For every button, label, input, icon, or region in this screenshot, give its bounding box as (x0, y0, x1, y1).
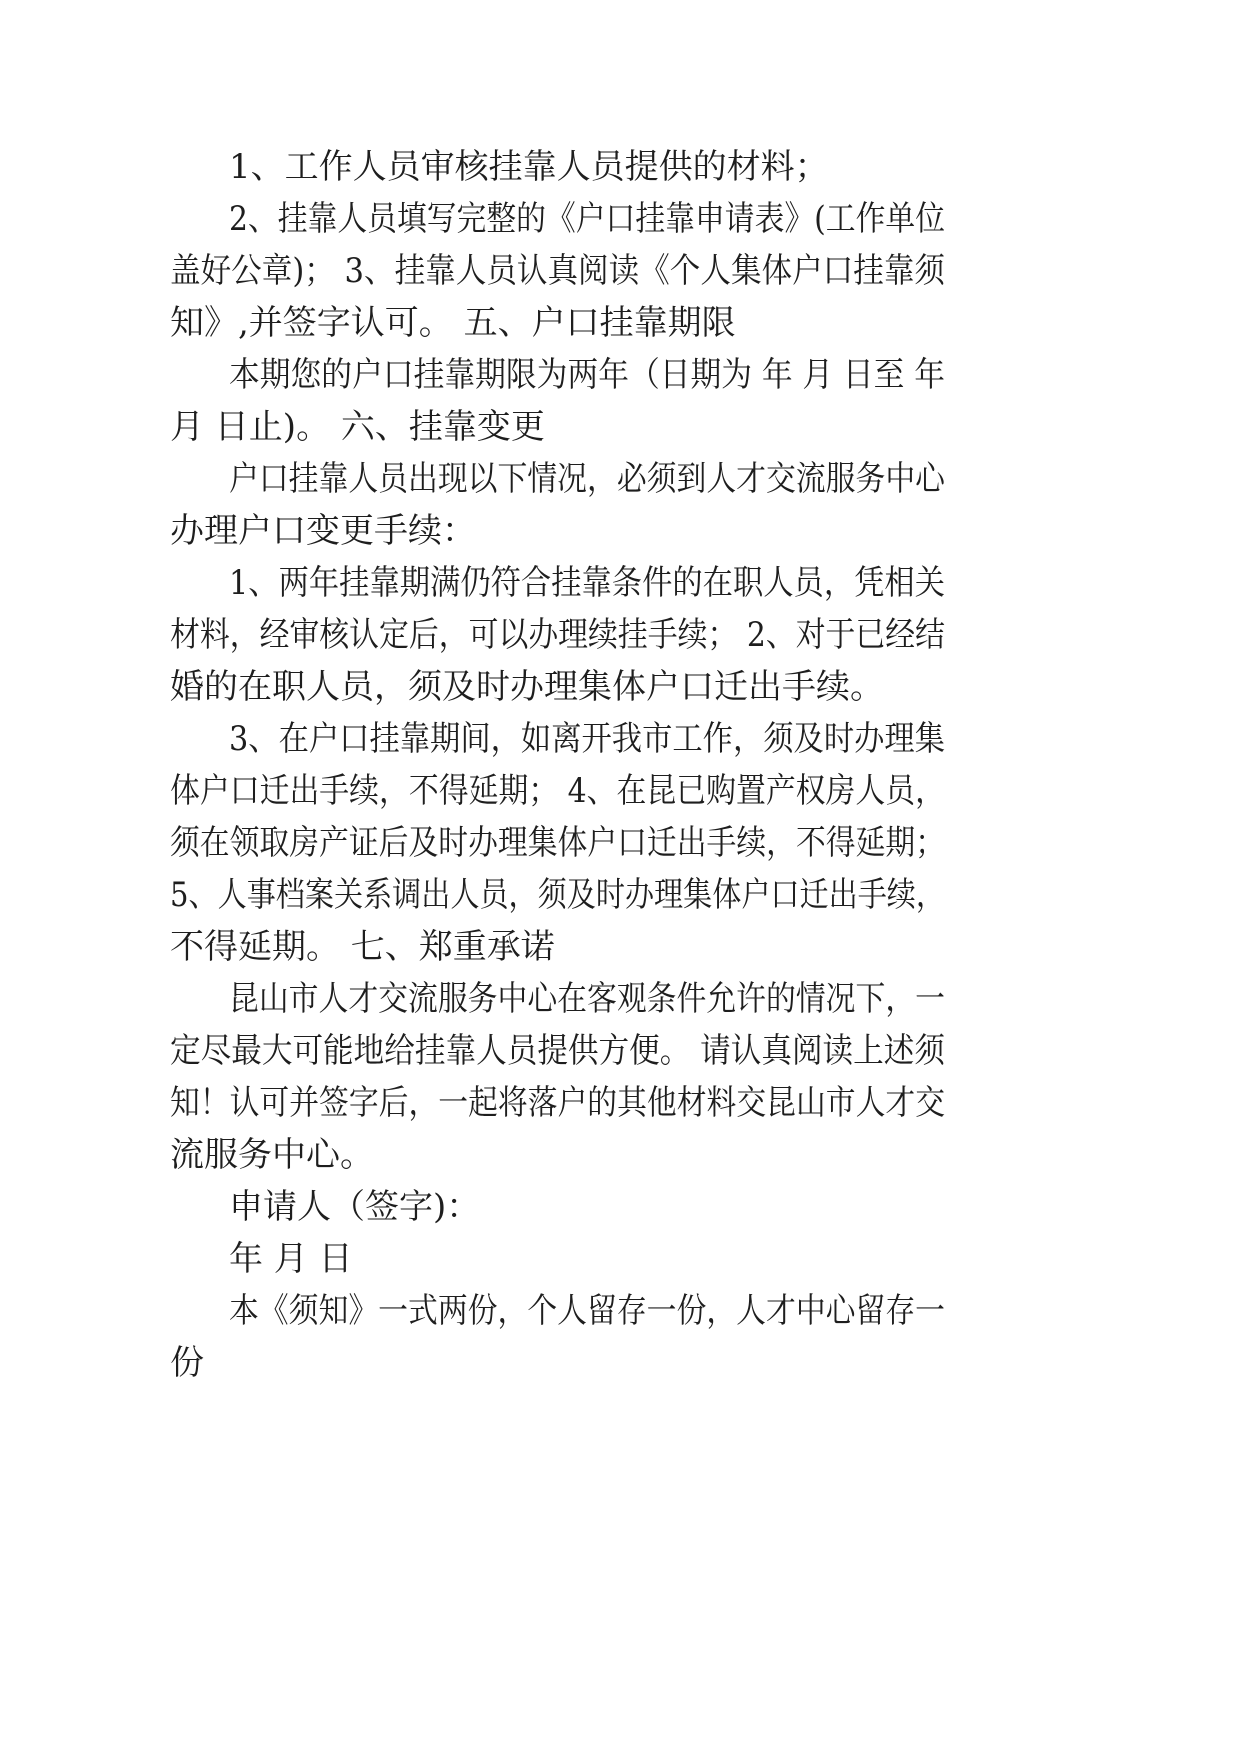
line-text: 5、人事档案关系调出人员，须及时办理集体户口迁出手续， (170, 875, 945, 915)
text-line (0, 1333, 1241, 1393)
text-line (0, 605, 1241, 665)
text-line (0, 865, 1241, 925)
text-line (0, 709, 1241, 769)
text-line (0, 345, 1241, 405)
text-line (0, 137, 1241, 197)
text-line (0, 241, 1241, 301)
line-text: 婚的在职人员，须及时办理集体户口迁出手续。 (170, 667, 884, 707)
line-text: 昆山市人才交流服务中心在客观条件允许的情况下，一 (229, 979, 945, 1019)
line-text: 申请人（签字)： (229, 1187, 481, 1227)
text-line (0, 917, 1241, 977)
line-text: 材料，经审核认定后，可以办理续挂手续； 2、对于已经结 (170, 615, 945, 655)
line-text: 3、在户口挂靠期间，如离开我市工作，须及时办理集 (229, 719, 945, 759)
text-line (0, 449, 1241, 509)
line-text: 知》,并签字认可。 五、户口挂靠期限 (170, 303, 736, 343)
text-line (0, 501, 1241, 561)
line-text: 须在领取房产证后及时办理集体户口迁出手续，不得延期； (170, 823, 945, 863)
text-line (0, 1229, 1241, 1289)
line-text: 1、两年挂靠期满仍符合挂靠条件的在职人员，凭相关 (229, 563, 945, 603)
text-line (0, 1125, 1241, 1185)
text-line (0, 189, 1241, 249)
text-line (0, 293, 1241, 353)
text-line (0, 1021, 1241, 1081)
line-text: 知！认可并签字后，一起将落户的其他材料交昆山市人才交 (170, 1083, 945, 1123)
line-text: 不得延期。 七、郑重承诺 (170, 927, 555, 967)
text-line (0, 1281, 1241, 1341)
text-line (0, 553, 1241, 613)
text-line (0, 969, 1241, 1029)
text-line (0, 1073, 1241, 1133)
text-line (0, 397, 1241, 457)
text-line (0, 657, 1241, 717)
line-text: 份 (170, 1343, 204, 1383)
line-text: 体户口迁出手续，不得延期； 4、在昆已购置产权房人员， (170, 771, 945, 811)
line-text: 年 月 日 (229, 1239, 353, 1279)
line-text: 月 日止)。 六、挂靠变更 (170, 407, 545, 447)
line-text: 盖好公章)； 3、挂靠人员认真阅读《个人集体户口挂靠须 (170, 251, 945, 291)
text-line (0, 813, 1241, 873)
line-text: 1、工作人员审核挂靠人员提供的材料； (229, 147, 829, 187)
line-text: 本《须知》一式两份，个人留存一份，人才中心留存一 (229, 1291, 945, 1331)
line-text: 户口挂靠人员出现以下情况，必须到人才交流服务中心 (229, 459, 945, 499)
line-text: 办理户口变更手续： (170, 511, 476, 551)
line-text: 流服务中心。 (170, 1135, 374, 1175)
text-line (0, 1177, 1241, 1237)
line-text: 2、挂靠人员填写完整的《户口挂靠申请表》(工作单位 (229, 199, 945, 239)
text-line (0, 761, 1241, 821)
line-text: 定尽最大可能地给挂靠人员提供方便。 请认真阅读上述须 (170, 1031, 945, 1071)
line-text: 本期您的户口挂靠期限为两年（日期为 年 月 日至 年 (229, 355, 945, 395)
